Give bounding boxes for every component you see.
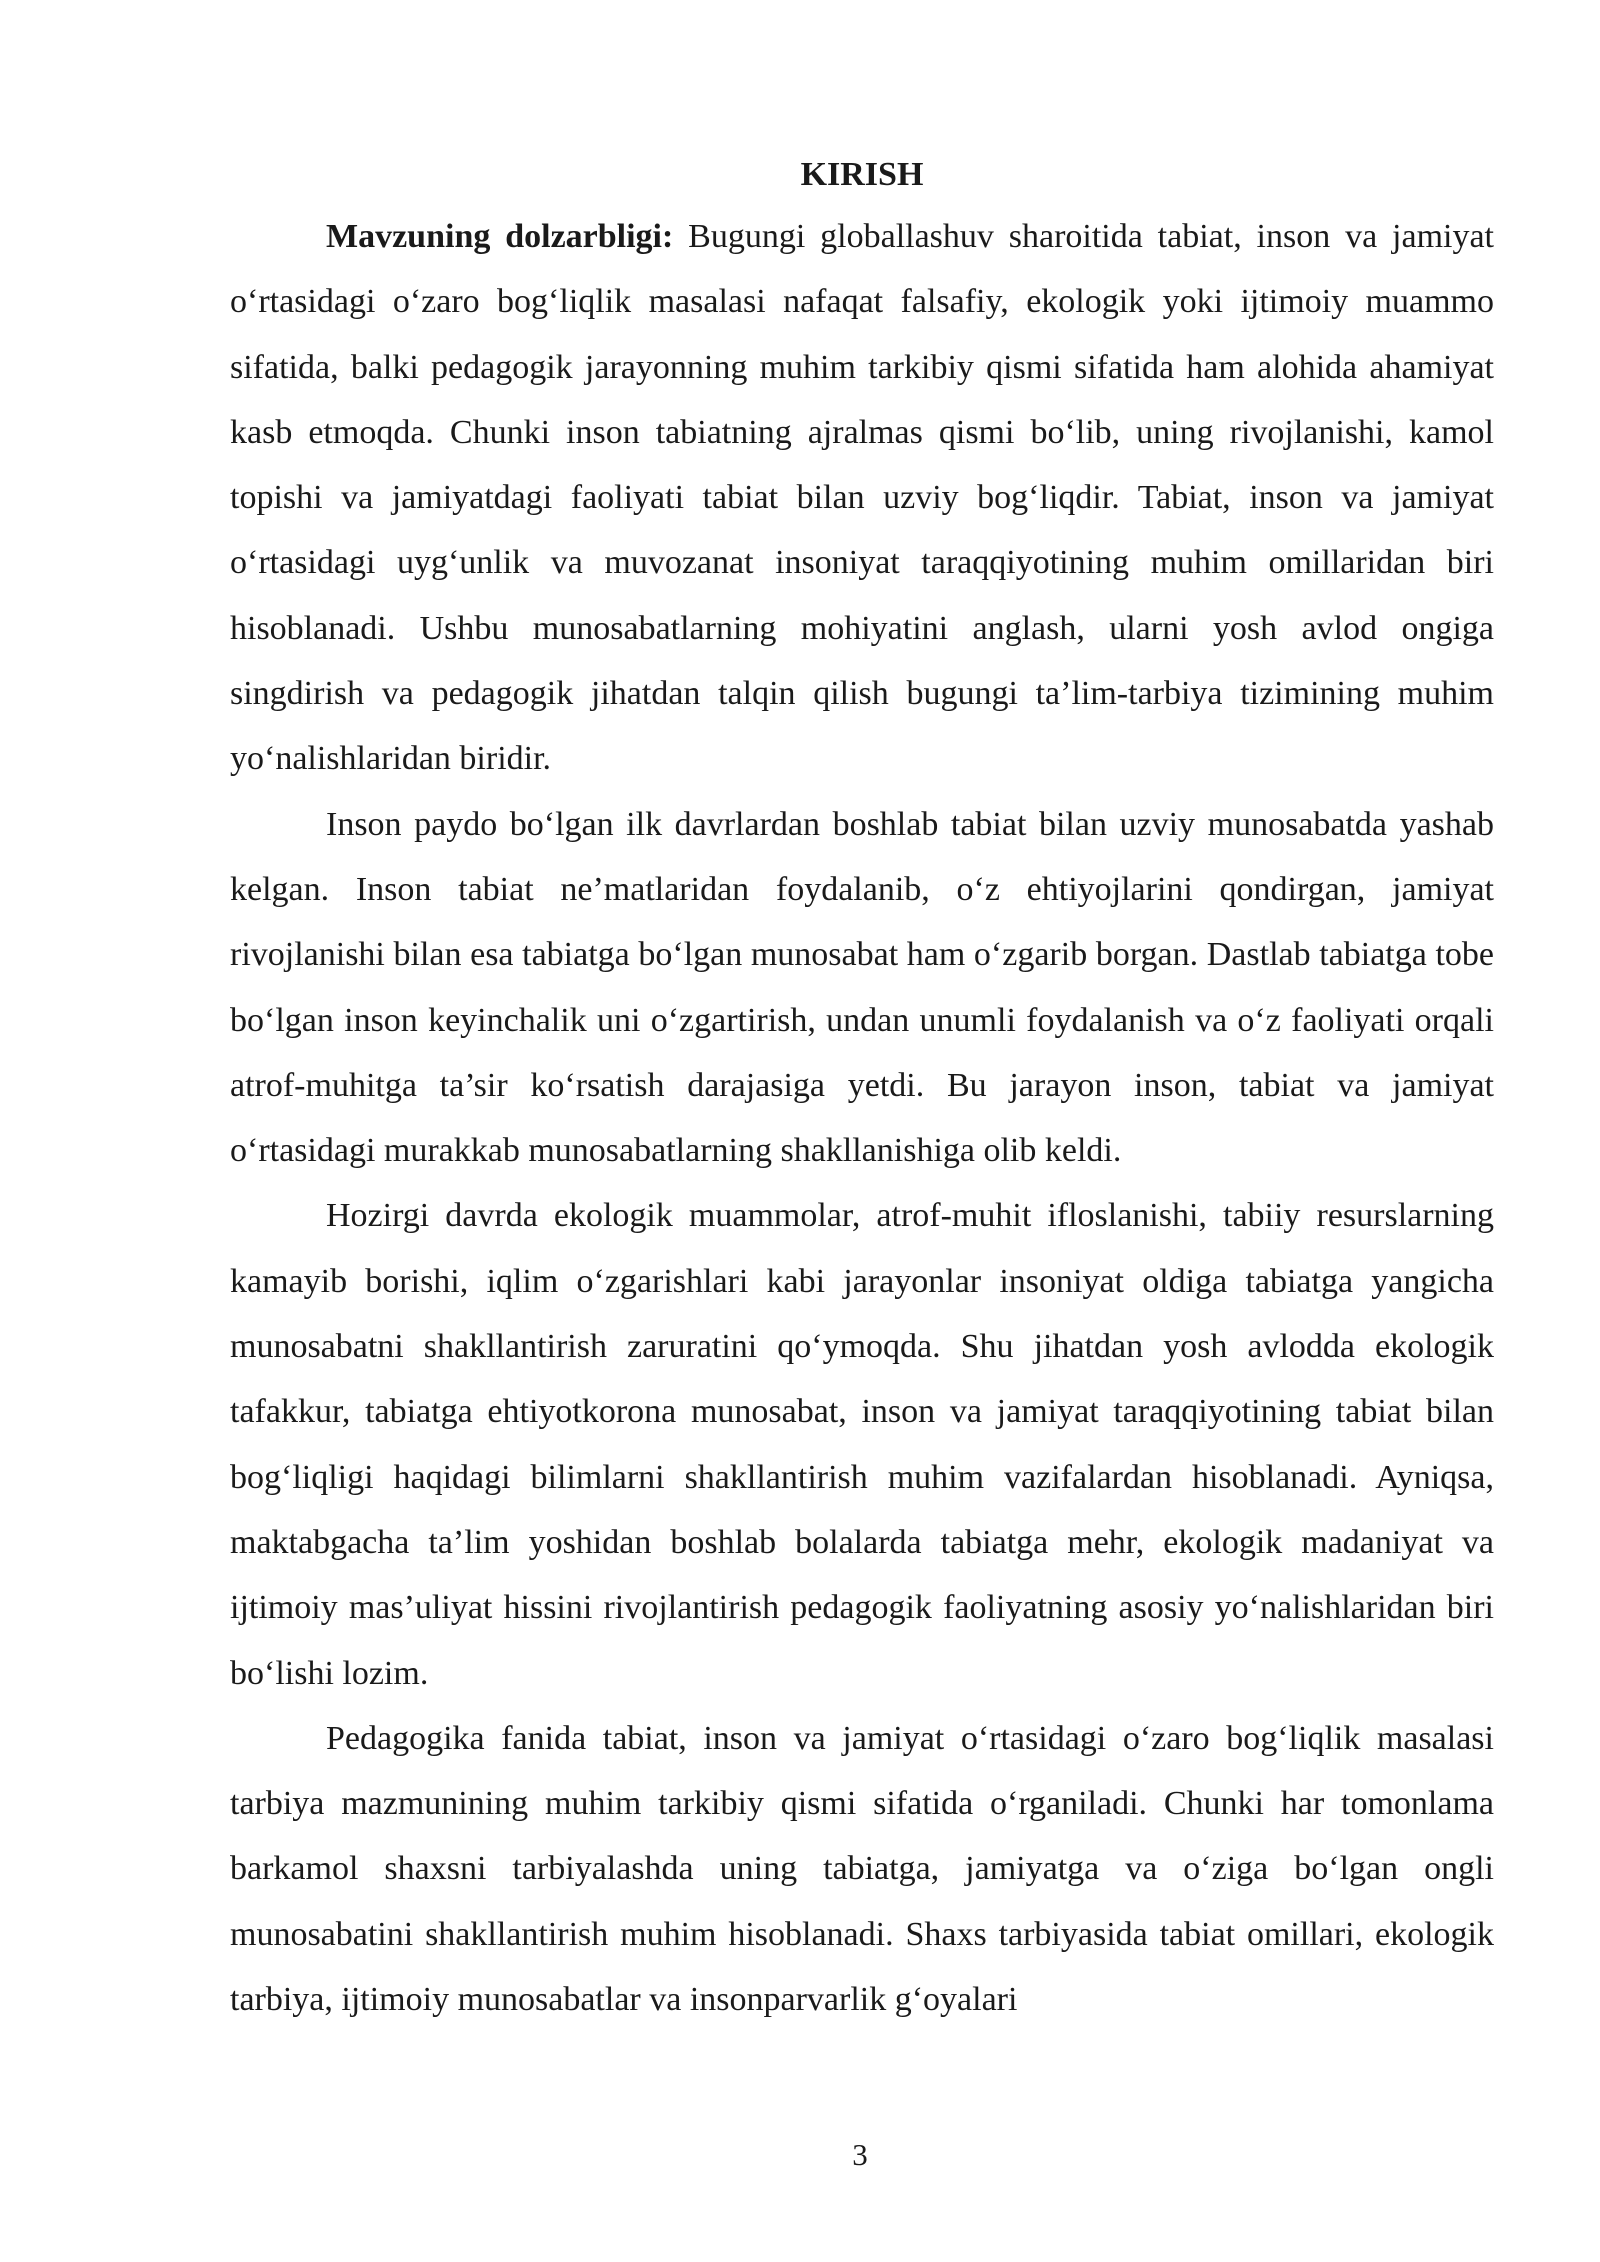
paragraph-3: Hozirgi davrda ekologik muammolar, atrof-muhit ifloslanishi, tabiiy resurslarning kamayib borishi, iqlim o‘zgarishlari kabi jarayonlar insoniyat oldiga tabiatga yangicha munosabatni shakllantirish zaruratini qo‘ymoqda. Shu jihatdan yosh avlodda ekologik tafakkur, tabiatga ehtiyotkorona munosabat, inson va jamiyat taraqqiyotining tabiat bilan bog‘liqligi haqidagi bilimlarni shakllantirish muhim vazifalardan hisoblanadi. Ayniqsa, maktabgacha ta’lim yoshidan boshlab bolalarda tabiatga mehr, ekologik madaniyat va ijtimoiy mas’uliyat hissini rivojlantirish pedagogik faoliyatning asosiy yo‘nalishlaridan biri bo‘lishi lozim. bbox=[230, 1197, 1494, 1692]
paragraph-1 bbox=[230, 204, 1494, 792]
page-number: 3 bbox=[852, 2137, 868, 2172]
paragraph-2: Inson paydo bo‘lgan ilk davrlardan boshlab tabiat bilan uzviy munosabatda yashab kelgan. Inson tabiat ne’matlaridan foydalanib, o‘z ehtiyojlarini qondirgan, jamiyat rivojlanishi bilan esa tabiatga bo‘lgan munosabat ham o‘zgarib borgan. Dastlab tabiatga tobe bo‘lgan inson keyinchalik uni o‘zgartirish, undan unumli foydalanish va o‘z faoliyati orqali atrof-muhitga ta’sir ko‘rsatish darajasiga yetdi. Bu jarayon inson, tabiat va jamiyat o‘rtasidagi murakkab munosabatlarning shakllanishiga olib keldi. bbox=[230, 805, 1494, 1170]
main-text bbox=[230, 146, 1494, 2032]
paragraph-4: Pedagogika fanida tabiat, inson va jamiyat o‘rtasidagi o‘zaro bog‘liqlik masalasi tarbiya mazmunining muhim tarkibiy qismi sifatida o‘rganiladi. Chunki har tomonlama barkamol shaxsni tarbiyalashda uning tabiatga, jamiyatga va o‘ziga bo‘lgan ongli munosabatini shakllantirish muhim hisoblanadi. Shaxs tarbiyasida tabiat omillari, ekologik tarbiya, ijtimoiy munosabatlar va insonparvarlik g‘oyalari bbox=[230, 1719, 1494, 2019]
paragraph-1-text: Bugungi globallashuv sharoitida tabiat, inson va jamiyat o‘rtasidagi o‘zaro bog‘liqlik masalasi nafaqat falsafiy, ekologik yoki ijtimoiy muammo sifatida, balki pedagogik jarayonning muhim tarkibiy qismi sifatida ham alohida ahamiyat kasb etmoqda. Chunki inson tabiatning ajralmas qismi bo‘lib, uning rivojlanishi, kamol topishi va jamiyatdagi faoliyati tabiat bilan uzviy bog‘liqdir. Tabiat, inson va jamiyat o‘rtasidagi uyg‘unlik va muvozanat insoniyat taraqqiyotining muhim omillaridan biri hisoblanadi. Ushbu munosabatlarning mohiyatini anglash, ularni yosh avlod ongiga singdirish va pedagogik jihatdan talqin qilish bugungi ta’lim-tarbiya tizimining muhim yo‘nalishlaridan biridir. bbox=[230, 218, 1494, 778]
paragraph-lead: Mavzuning dolzarbligi: bbox=[326, 218, 674, 255]
page-heading: KIRISH bbox=[800, 156, 924, 193]
